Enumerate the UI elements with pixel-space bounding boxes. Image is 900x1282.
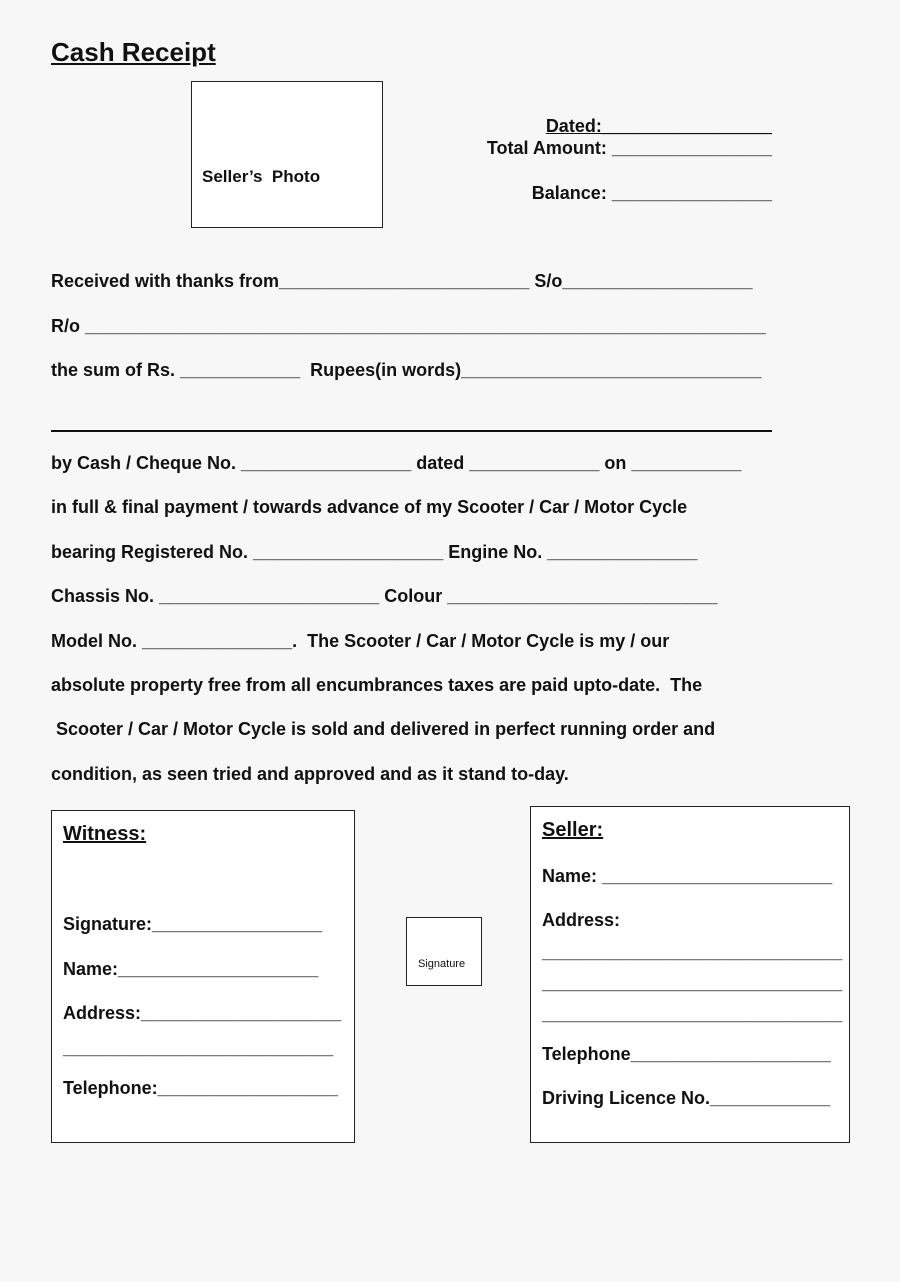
property-statement-line: absolute property free from all encumbrances taxes are paid upto-date. The: [51, 675, 703, 695]
seller-driving-licence-field[interactable]: Driving Licence No.____________: [542, 1088, 831, 1108]
seller-telephone-field[interactable]: Telephone____________________: [542, 1044, 831, 1064]
witness-signature-field[interactable]: Signature:_________________: [63, 914, 323, 934]
witness-telephone-field[interactable]: Telephone:__________________: [63, 1078, 338, 1098]
seller-heading: Seller:: [542, 819, 604, 841]
witness-box: [51, 810, 355, 1143]
sum-words-continuation-line[interactable]: [51, 430, 772, 432]
witness-address-line2[interactable]: ___________________________: [63, 1038, 334, 1058]
witness-name-field[interactable]: Name:____________________: [63, 959, 319, 979]
witness-address-field[interactable]: Address:____________________: [63, 1003, 342, 1023]
total-amount-field[interactable]: Total Amount: ________________: [486, 138, 772, 158]
received-from-line[interactable]: Received with thanks from_________________________ S/o___________________: [51, 271, 753, 291]
seller-name-field[interactable]: Name: _______________________: [542, 866, 833, 886]
condition-statement-line: condition, as seen tried and approved and as it stand to-day.: [51, 764, 569, 784]
page-title: Cash Receipt: [51, 37, 216, 67]
registration-line[interactable]: bearing Registered No. ___________________ Engine No. _______________: [51, 542, 698, 562]
residence-line[interactable]: R/o ____________________________________________________________________: [51, 316, 766, 336]
witness-heading: Witness:: [63, 823, 147, 845]
sum-line[interactable]: the sum of Rs. ____________ Rupees(in words)______________________________: [51, 360, 762, 380]
balance-field[interactable]: Balance: ________________: [531, 183, 772, 203]
payment-purpose-line: in full & final payment / towards advance of my Scooter / Car / Motor Cycle: [51, 497, 688, 517]
seller-box: [530, 806, 850, 1143]
seller-address-line3[interactable]: ______________________________: [542, 1004, 843, 1024]
seller-address-line2[interactable]: ______________________________: [542, 973, 843, 993]
chassis-line[interactable]: Chassis No. ______________________ Colour ___________________________: [51, 586, 718, 606]
dated-field[interactable]: [536, 93, 772, 137]
seller-photo-label: Seller’s Photo: [202, 167, 321, 186]
delivery-statement-line: Scooter / Car / Motor Cycle is sold and delivered in perfect running order and: [51, 719, 716, 739]
payment-method-line[interactable]: by Cash / Cheque No. _________________ dated _____________ on ___________: [51, 453, 742, 473]
seller-address-label: Address:: [542, 910, 621, 930]
dated-label: Dated:_________________: [545, 116, 772, 136]
seller-photo-box: [191, 81, 383, 228]
seller-address-line1[interactable]: ______________________________: [542, 942, 843, 962]
signature-box[interactable]: [406, 917, 482, 986]
signature-box-label: Signature: [418, 958, 466, 970]
model-line[interactable]: Model No. _______________. The Scooter / Car / Motor Cycle is my / our: [51, 631, 670, 651]
